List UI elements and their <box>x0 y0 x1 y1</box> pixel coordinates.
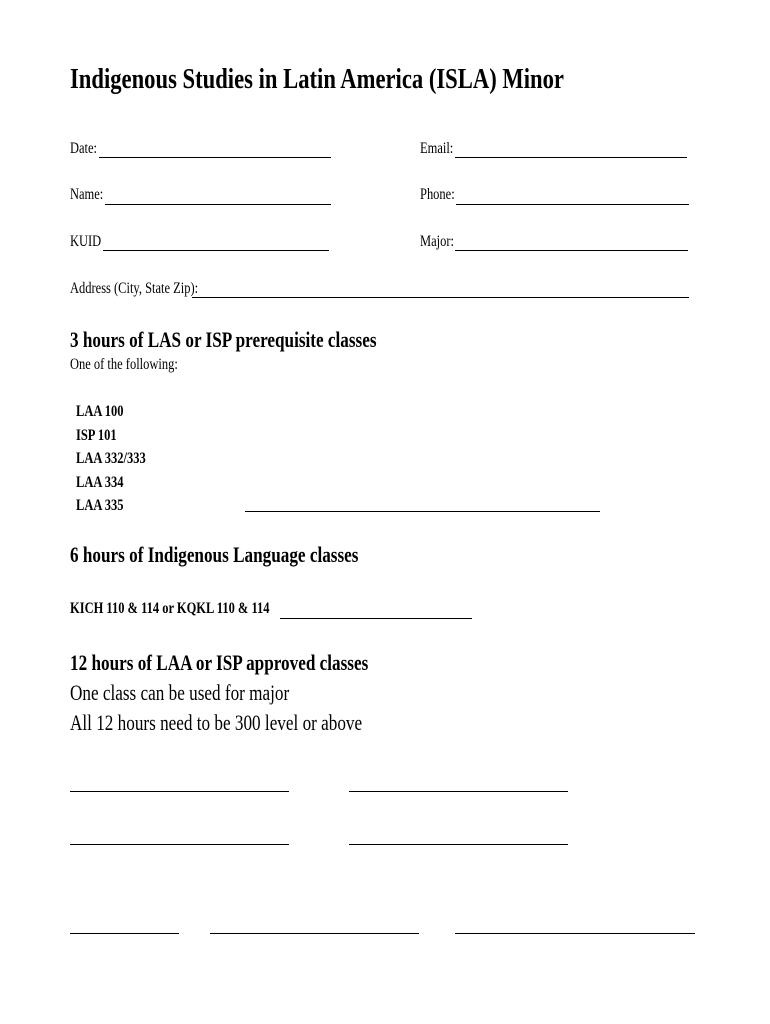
phone-field[interactable] <box>456 204 689 205</box>
email-label: Email: <box>420 140 454 157</box>
signature-field-3[interactable] <box>455 933 695 934</box>
name-label: Name: <box>70 186 104 203</box>
prereq-course-field[interactable] <box>245 511 600 512</box>
address-label: Address (City, State Zip): <box>70 280 199 297</box>
list-item: LAA 332/333 <box>76 450 146 467</box>
prereq-subtext: One of the following: <box>70 356 178 373</box>
address-field[interactable] <box>192 297 689 298</box>
kuid-label: KUID <box>70 233 102 250</box>
kuid-field[interactable] <box>103 250 329 251</box>
name-field[interactable] <box>105 204 331 205</box>
approved-course-field-2[interactable] <box>349 791 568 792</box>
major-field[interactable] <box>455 250 688 251</box>
language-course-field[interactable] <box>280 618 472 619</box>
language-heading: 6 hours of Indigenous Language classes <box>70 542 359 567</box>
prereq-course-list <box>76 400 165 518</box>
signature-field-2[interactable] <box>210 933 419 934</box>
phone-label: Phone: <box>420 186 455 203</box>
approved-note-1: One class can be used for major <box>70 680 290 705</box>
approved-course-field-1[interactable] <box>70 791 289 792</box>
form-title <box>70 63 703 96</box>
language-courses: KICH 110 & 114 or KQKL 110 & 114 <box>70 600 270 617</box>
date-label: Date: <box>70 140 98 157</box>
approved-heading: 12 hours of LAA or ISP approved classes <box>70 650 369 675</box>
signature-field-1[interactable] <box>70 933 179 934</box>
date-field[interactable] <box>99 157 331 158</box>
list-item: LAA 100 <box>76 403 124 420</box>
major-label: Major: <box>420 233 454 250</box>
list-item: ISP 101 <box>76 426 117 444</box>
email-field[interactable] <box>455 157 687 158</box>
prereq-heading: 3 hours of LAS or ISP prerequisite classes <box>70 327 377 352</box>
list-item: LAA 335 <box>76 497 124 514</box>
form-title-text: Indigenous Studies in Latin America (ISLA) Minor <box>70 63 564 95</box>
approved-course-field-3[interactable] <box>70 844 289 845</box>
approved-course-field-4[interactable] <box>349 844 568 845</box>
list-item: LAA 334 <box>76 473 124 491</box>
approved-note-2: All 12 hours need to be 300 level or above <box>70 710 363 735</box>
